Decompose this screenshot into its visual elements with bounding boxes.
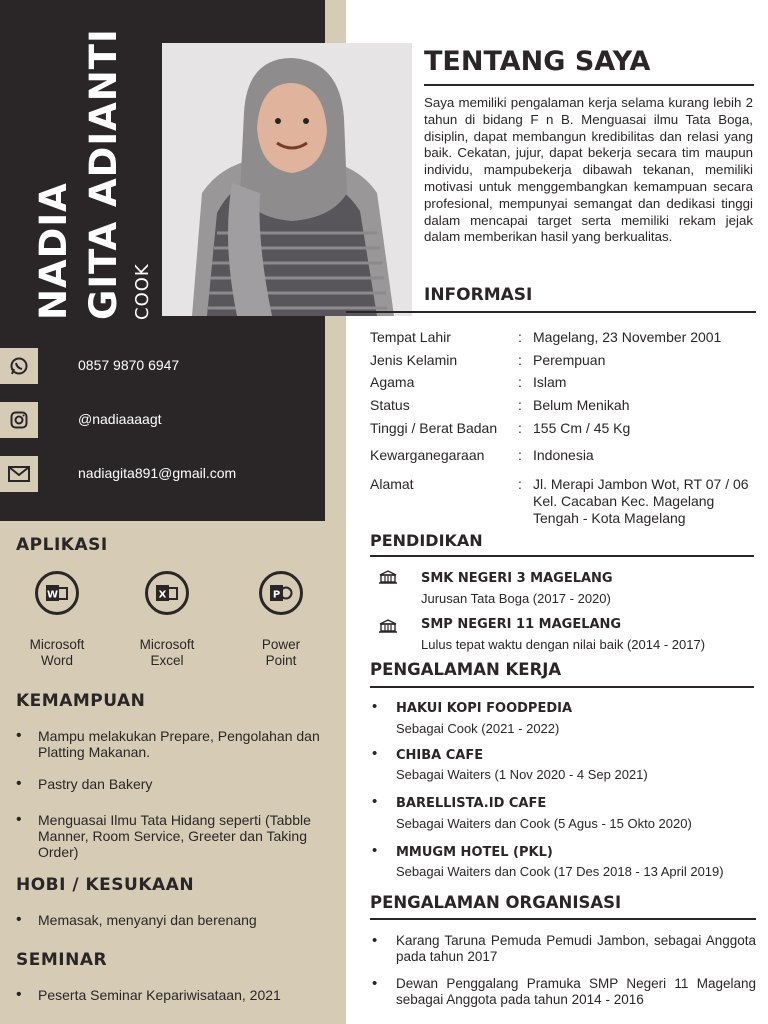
last-name: GITA ADIANTI bbox=[82, 28, 125, 320]
skill-item: • Menguasai Ilmu Tata Hidang seperti (Tabble Manner, Room Service, Greeter dan Taking Order) bbox=[16, 812, 326, 860]
contact-phone bbox=[0, 348, 325, 384]
about-heading: TENTANG SAYA bbox=[424, 46, 651, 77]
organization-item: • Dewan Penggalang Pramuka SMP Negeri 11 Magelang sebagai Anggota pada tahun 2014 - 2016 bbox=[372, 976, 756, 1008]
skills-heading: KEMAMPUAN bbox=[16, 691, 146, 711]
work-place: MMUGM HOTEL (PKL) bbox=[396, 845, 553, 860]
profile-photo bbox=[162, 43, 412, 316]
info-label: Kewarganegaraan bbox=[370, 447, 485, 463]
education-divider bbox=[370, 555, 754, 557]
work-place: BARELLISTA.ID CAFE bbox=[396, 796, 547, 811]
hobbies-heading: HOBI / KESUKAAN bbox=[16, 875, 195, 895]
contact-instagram bbox=[0, 402, 325, 438]
education-detail: Jurusan Tata Boga (2017 - 2020) bbox=[421, 591, 611, 606]
app-label: Power Point bbox=[261, 637, 301, 668]
skill-item: • Mampu melakukan Prepare, Pengolahan dan Platting Makanan. bbox=[16, 728, 326, 760]
info-label: Tinggi / Berat Badan bbox=[370, 420, 498, 436]
education-detail: Lulus tepat waktu dengan nilai baik (2014 - 2017) bbox=[421, 637, 706, 652]
word-icon bbox=[35, 571, 79, 615]
vertical-name bbox=[0, 0, 160, 330]
education-heading: PENDIDIKAN bbox=[370, 531, 483, 550]
first-name: NADIA bbox=[32, 182, 75, 320]
email-address[interactable]: nadiagita891@gmail.com bbox=[78, 465, 237, 481]
instagram-icon bbox=[0, 402, 38, 438]
about-text: Saya memiliki pengalaman kerja selama kurang lebih 2 tahun di bidang F n B. Menguasai ilmu Tata Boga, disiplin, dapat membangun kredibilitas dan relasi yang baik. Cekatan, jujur, dapat bekerja secara tim maupun individu, mampubekerja dibawah tekanan, memiliki motivasi untuk menggembangkan kemampuan secara profesional, mempunyai semangat dan dedikasi tinggi dalam mencapai target serta memiliki rekam jejak dalam memberikan hasil yang berkualitas. bbox=[424, 95, 753, 245]
app-label: Microsoft Excel bbox=[139, 637, 195, 668]
organization-item: • Karang Taruna Pemuda Pemudi Jambon, sebagai Anggota pada tahun 2017 bbox=[372, 933, 756, 965]
app-word bbox=[2, 571, 112, 669]
info-separator: : bbox=[518, 374, 522, 390]
work-detail: Sebagai Waiters dan Cook (17 Des 2018 - 13 April 2019) bbox=[396, 864, 724, 879]
education-school: SMK NEGERI 3 MAGELANG bbox=[421, 571, 613, 586]
skill-item: • Pastry dan Bakery bbox=[16, 776, 326, 792]
info-label: Tempat Lahir bbox=[370, 329, 451, 345]
info-value: Islam bbox=[533, 374, 567, 390]
bullet: • bbox=[372, 745, 378, 762]
info-value: Indonesia bbox=[533, 447, 594, 463]
work-divider bbox=[370, 686, 754, 688]
bullet: • bbox=[372, 842, 378, 859]
organization-divider bbox=[370, 918, 756, 920]
info-value: Belum Menikah bbox=[533, 397, 630, 413]
work-detail: Sebagai Waiters (1 Nov 2020 - 4 Sep 2021) bbox=[396, 767, 648, 782]
whatsapp-icon bbox=[0, 348, 38, 384]
school-icon bbox=[378, 619, 398, 638]
app-excel bbox=[112, 571, 222, 669]
info-separator: : bbox=[518, 329, 522, 345]
info-value: Magelang, 23 November 2001 bbox=[533, 329, 722, 345]
work-detail: Sebagai Cook (2021 - 2022) bbox=[396, 721, 560, 736]
work-place: HAKUI KOPI FOODPEDIA bbox=[396, 701, 573, 716]
contact-email bbox=[0, 456, 325, 492]
info-value: Jl. Merapi Jambon Wot, RT 07 / 06 Kel. Cacaban Kec. Magelang Tengah - Kota Magelang bbox=[533, 476, 749, 526]
info-separator: : bbox=[518, 352, 522, 368]
work-heading: PENGALAMAN KERJA bbox=[370, 660, 562, 679]
hobby-item: • Memasak, menyanyi dan berenang bbox=[16, 912, 326, 928]
info-value: 155 Cm / 45 Kg bbox=[533, 420, 631, 436]
school-icon bbox=[378, 570, 398, 589]
svg-text:X: X bbox=[158, 589, 167, 601]
organization-heading: PENGALAMAN ORGANISASI bbox=[370, 893, 622, 912]
app-powerpoint bbox=[226, 571, 336, 669]
job-role: COOK bbox=[132, 263, 153, 320]
info-heading: INFORMASI bbox=[424, 285, 533, 305]
about-divider bbox=[424, 84, 754, 86]
svg-text:W: W bbox=[46, 589, 59, 601]
info-divider bbox=[346, 311, 756, 313]
bullet: • bbox=[372, 793, 378, 810]
info-separator: : bbox=[518, 397, 522, 413]
seminar-item: • Peserta Seminar Kepariwisataan, 2021 bbox=[16, 987, 326, 1003]
info-label: Agama bbox=[370, 374, 415, 390]
powerpoint-icon bbox=[259, 571, 303, 615]
info-label: Jenis Kelamin bbox=[370, 352, 458, 368]
excel-icon bbox=[145, 571, 189, 615]
mail-icon bbox=[0, 456, 38, 492]
info-label: Alamat bbox=[370, 476, 414, 492]
svg-text:P: P bbox=[272, 589, 281, 601]
info-separator: : bbox=[518, 420, 522, 436]
info-separator: : bbox=[518, 476, 522, 492]
info-label: Status bbox=[370, 397, 410, 413]
app-label: Microsoft Word bbox=[29, 637, 85, 668]
info-separator: : bbox=[518, 447, 522, 463]
phone-number[interactable]: 0857 9870 6947 bbox=[78, 357, 180, 373]
apps-heading: APLIKASI bbox=[16, 535, 108, 555]
bullet: • bbox=[372, 698, 378, 715]
info-value: Perempuan bbox=[533, 352, 606, 368]
work-detail: Sebagai Waiters dan Cook (5 Agus - 15 Okto 2020) bbox=[396, 816, 692, 831]
work-place: CHIBA CAFE bbox=[396, 748, 484, 763]
education-school: SMP NEGERI 11 MAGELANG bbox=[421, 617, 622, 632]
seminar-heading: SEMINAR bbox=[16, 950, 108, 970]
instagram-handle[interactable]: @nadiaaaagt bbox=[78, 411, 162, 427]
